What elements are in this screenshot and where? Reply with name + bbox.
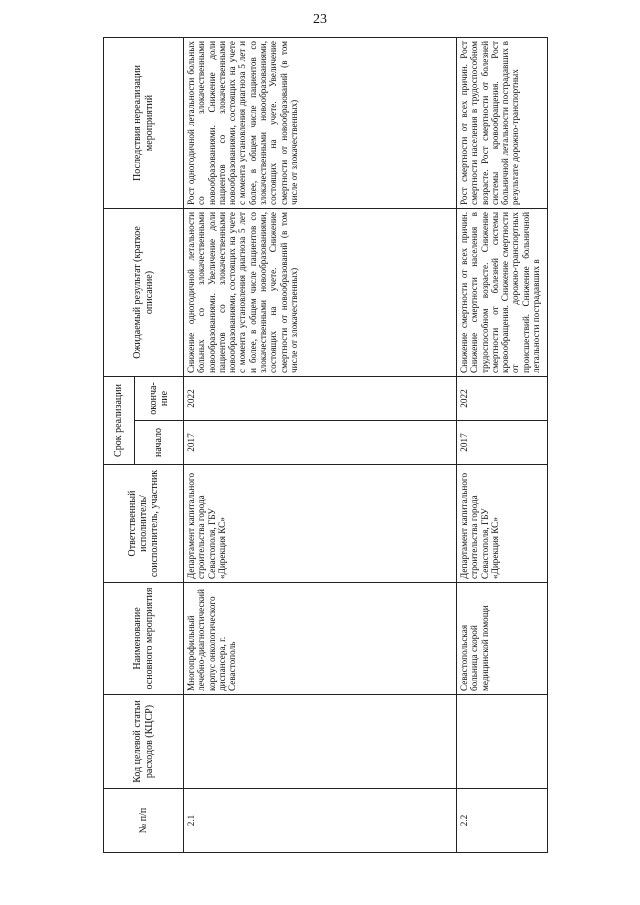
row-start: 2017	[457, 421, 548, 465]
header-num: № п/п	[104, 789, 184, 853]
row-responsible: Департамент капитального строительства города Севастополя, ГБУ «Дирекция КС»	[184, 465, 457, 583]
measures-table	[103, 37, 548, 853]
row-num: 2.2	[457, 789, 548, 853]
header-kcsr: Код целевой статьи расходов (КЦСР)	[104, 695, 184, 789]
header-term: Срок реализации	[104, 377, 135, 465]
row-consequences: Рост одногодичной летальности больных со злокачественными новообразованиями. Снижение доли пациентов со злокачественными новообразованиями, состоящих на учете с момента установления диагноза 5 лет и более, в общем числе пациентов со злокачественными новообразованиями, состоящих на учете. Увеличение смертности от новообразований (в том числе от злокачественных)	[184, 38, 457, 209]
table-container	[103, 38, 542, 853]
row-name: Севастопольская больница скорой медицинской помощи	[457, 583, 548, 695]
row-expected: Снижение смертности от всех причин. Снижение смертности населения в трудоспособном возрасте. Снижение смертности от болезней системы кровообращения. Снижение смертности от дорожно-транспортных происшествий. Снижение больничной летальности пострадавших в	[457, 209, 548, 377]
row-expected: Снижение одногодичной летальности больных со злокачественными новообразованиями. Увеличение доли пациентов со злокачественными новообразованиями, состоящих на учете с момента установления диагноза 5 лет и более, в общем числе пациентов со злокачественными новообразованиями, состоящих на учете. Снижение смертности от новообразований (в том числе от злокачественных)	[184, 209, 457, 377]
row-end: 2022	[457, 377, 548, 421]
row-name: Многопрофильный лечебно-диагностический корпус онкологического диспансера, г. Севастополь	[184, 583, 457, 695]
page-number: 23	[313, 12, 327, 27]
header-expected: Ожидаемый результат (краткое описание)	[104, 209, 184, 377]
header-consequences: Последствия нереализации мероприятий	[104, 38, 184, 209]
row-start: 2017	[184, 421, 457, 465]
row-end: 2022	[184, 377, 457, 421]
row-consequences: Рост смертности от всех причин. Рост смертности населения в трудоспособном возрасте. Рост смертности от болезней системы кровообращения. Рост больничной летальности пострадавших в результате дорожно-транспортных	[457, 38, 548, 209]
header-name: Наименование основного мероприятия	[104, 583, 184, 695]
table-row	[184, 38, 457, 853]
row-kcsr	[184, 695, 457, 789]
row-num: 2.1	[184, 789, 457, 853]
table-row	[457, 38, 548, 853]
header-term-end: оконча-ние	[135, 377, 184, 421]
row-responsible: Департамент капитального строительства города Севастополя, ГБУ «Дирекция КС»	[457, 465, 548, 583]
row-kcsr	[457, 695, 548, 789]
table-header-row	[104, 38, 135, 853]
header-term-start: начало	[135, 421, 184, 465]
header-responsible: Ответственный исполнитель/ соисполнитель, участник	[104, 465, 184, 583]
